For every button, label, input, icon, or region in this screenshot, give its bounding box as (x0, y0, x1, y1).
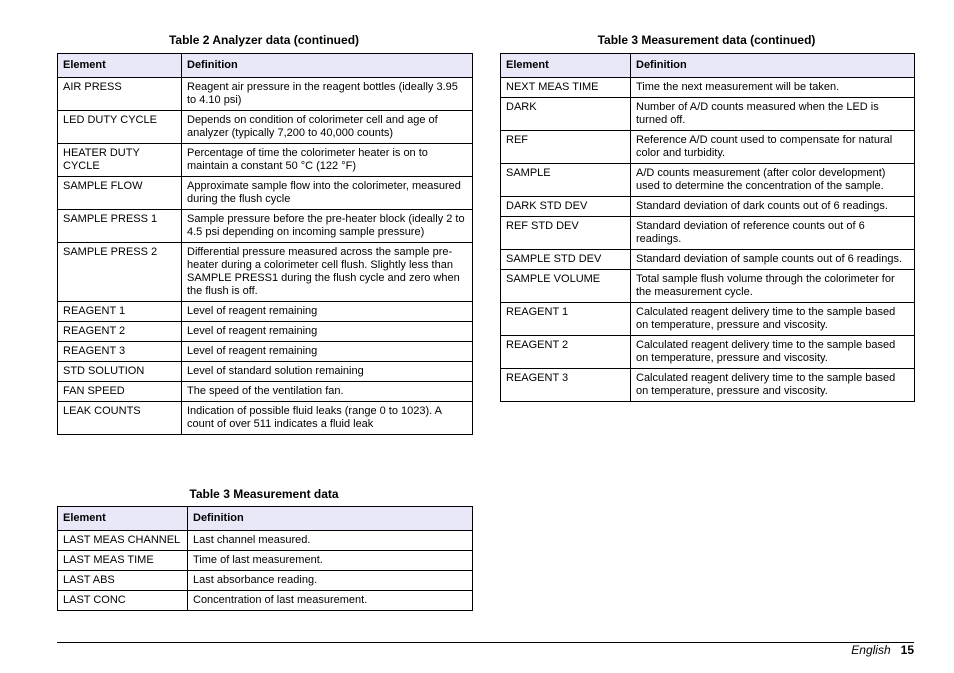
element-cell: LAST MEAS TIME (58, 551, 188, 571)
definition-cell: Level of reagent remaining (182, 322, 473, 342)
element-cell: LAST ABS (58, 571, 188, 591)
definition-cell: Concentration of last measurement. (188, 591, 473, 611)
element-cell: SAMPLE VOLUME (501, 270, 631, 303)
definition-cell: Reagent air pressure in the reagent bottles (ideally 3.95 to 4.10 psi) (182, 78, 473, 111)
table-row (58, 322, 473, 342)
element-cell: REAGENT 3 (58, 342, 182, 362)
element-cell: SAMPLE (501, 164, 631, 197)
definition-cell: Time the next measurement will be taken. (631, 78, 915, 98)
table2-header-row (58, 54, 473, 78)
definition-cell: The speed of the ventilation fan. (182, 382, 473, 402)
table3-continued-header-element: Element (501, 54, 631, 78)
definition-cell: Depends on condition of colorimeter cell and age of analyzer (typically 7,200 to 40,000 counts) (182, 111, 473, 144)
table-row (58, 210, 473, 243)
table-row (501, 98, 915, 131)
table-row (58, 342, 473, 362)
table3-continued-header-row (501, 54, 915, 78)
definition-cell: Standard deviation of reference counts out of 6 readings. (631, 217, 915, 250)
table-row (501, 197, 915, 217)
element-cell: LAST MEAS CHANNEL (58, 531, 188, 551)
definition-cell: Percentage of time the colorimeter heater is on to maintain a constant 50 °C (122 °F) (182, 144, 473, 177)
definition-cell: A/D counts measurement (after color development) used to determine the concentration of the sample. (631, 164, 915, 197)
table-row (58, 177, 473, 210)
element-cell: LED DUTY CYCLE (58, 111, 182, 144)
definition-cell: Calculated reagent delivery time to the sample based on temperature, pressure and viscosity. (631, 369, 915, 402)
definition-cell: Level of reagent remaining (182, 302, 473, 322)
table3-continued-caption: Table 3 Measurement data (continued) (597, 33, 816, 47)
element-cell: REF STD DEV (501, 217, 631, 250)
table-row (58, 591, 473, 611)
definition-cell: Last absorbance reading. (188, 571, 473, 591)
definition-cell: Reference A/D count used to compensate for natural color and turbidity. (631, 131, 915, 164)
table3-continued-header-definition: Definition (631, 54, 915, 78)
page-number: 15 (900, 643, 914, 657)
definition-cell: Standard deviation of sample counts out of 6 readings. (631, 250, 915, 270)
element-cell: REF (501, 131, 631, 164)
table-row (58, 402, 473, 435)
definition-cell: Time of last measurement. (188, 551, 473, 571)
definition-cell: Sample pressure before the pre-heater block (ideally 2 to 4.5 psi depending on incoming sample pressure) (182, 210, 473, 243)
table2-header-element: Element (58, 54, 182, 78)
table3-header-row (58, 507, 473, 531)
table3-header-element: Element (58, 507, 188, 531)
page-footer (851, 643, 914, 657)
table-row (58, 362, 473, 382)
table2-header-definition: Definition (182, 54, 473, 78)
element-cell: LEAK COUNTS (58, 402, 182, 435)
table-row (501, 131, 915, 164)
element-cell: REAGENT 2 (58, 322, 182, 342)
element-cell: NEXT MEAS TIME (501, 78, 631, 98)
table-row (501, 303, 915, 336)
table-row (501, 78, 915, 98)
definition-cell: Total sample flush volume through the colorimeter for the measurement cycle. (631, 270, 915, 303)
definition-cell: Differential pressure measured across the sample pre-heater during a colorimeter cell flush. Slightly less than SAMPLE PRESS1 during the flush cycle and zero when the flush is off. (182, 243, 473, 302)
table-row (501, 369, 915, 402)
element-cell: DARK STD DEV (501, 197, 631, 217)
table-row (501, 270, 915, 303)
definition-cell: Approximate sample flow into the colorimeter, measured during the flush cycle (182, 177, 473, 210)
table-row (501, 250, 915, 270)
definition-cell: Level of standard solution remaining (182, 362, 473, 382)
definition-cell: Calculated reagent delivery time to the sample based on temperature, pressure and viscosity. (631, 303, 915, 336)
element-cell: SAMPLE PRESS 1 (58, 210, 182, 243)
table-row (501, 164, 915, 197)
element-cell: LAST CONC (58, 591, 188, 611)
element-cell: REAGENT 2 (501, 336, 631, 369)
table3 (57, 506, 473, 611)
table-row (58, 144, 473, 177)
definition-cell: Indication of possible fluid leaks (range 0 to 1023). A count of over 511 indicates a fluid leak (182, 402, 473, 435)
element-cell: SAMPLE FLOW (58, 177, 182, 210)
table3-caption: Table 3 Measurement data (189, 487, 339, 501)
element-cell: REAGENT 1 (501, 303, 631, 336)
element-cell: SAMPLE PRESS 2 (58, 243, 182, 302)
element-cell: AIR PRESS (58, 78, 182, 111)
definition-cell: Number of A/D counts measured when the LED is turned off. (631, 98, 915, 131)
table2 (57, 53, 473, 435)
table3-header-definition: Definition (188, 507, 473, 531)
element-cell: REAGENT 3 (501, 369, 631, 402)
element-cell: REAGENT 1 (58, 302, 182, 322)
table-row (58, 531, 473, 551)
definition-cell: Standard deviation of dark counts out of 6 readings. (631, 197, 915, 217)
element-cell: DARK (501, 98, 631, 131)
footer-language: English (851, 643, 891, 657)
table-row (58, 551, 473, 571)
table-row (501, 336, 915, 369)
element-cell: STD SOLUTION (58, 362, 182, 382)
table-row (58, 302, 473, 322)
element-cell: HEATER DUTY CYCLE (58, 144, 182, 177)
table-row (501, 217, 915, 250)
table2-caption: Table 2 Analyzer data (continued) (168, 33, 360, 47)
table-row (58, 78, 473, 111)
table3-continued (500, 53, 915, 402)
table-row (58, 243, 473, 302)
definition-cell: Last channel measured. (188, 531, 473, 551)
element-cell: SAMPLE STD DEV (501, 250, 631, 270)
table-row (58, 111, 473, 144)
definition-cell: Level of reagent remaining (182, 342, 473, 362)
element-cell: FAN SPEED (58, 382, 182, 402)
table-row (58, 382, 473, 402)
table-row (58, 571, 473, 591)
footer-divider (57, 642, 914, 643)
definition-cell: Calculated reagent delivery time to the sample based on temperature, pressure and viscosity. (631, 336, 915, 369)
